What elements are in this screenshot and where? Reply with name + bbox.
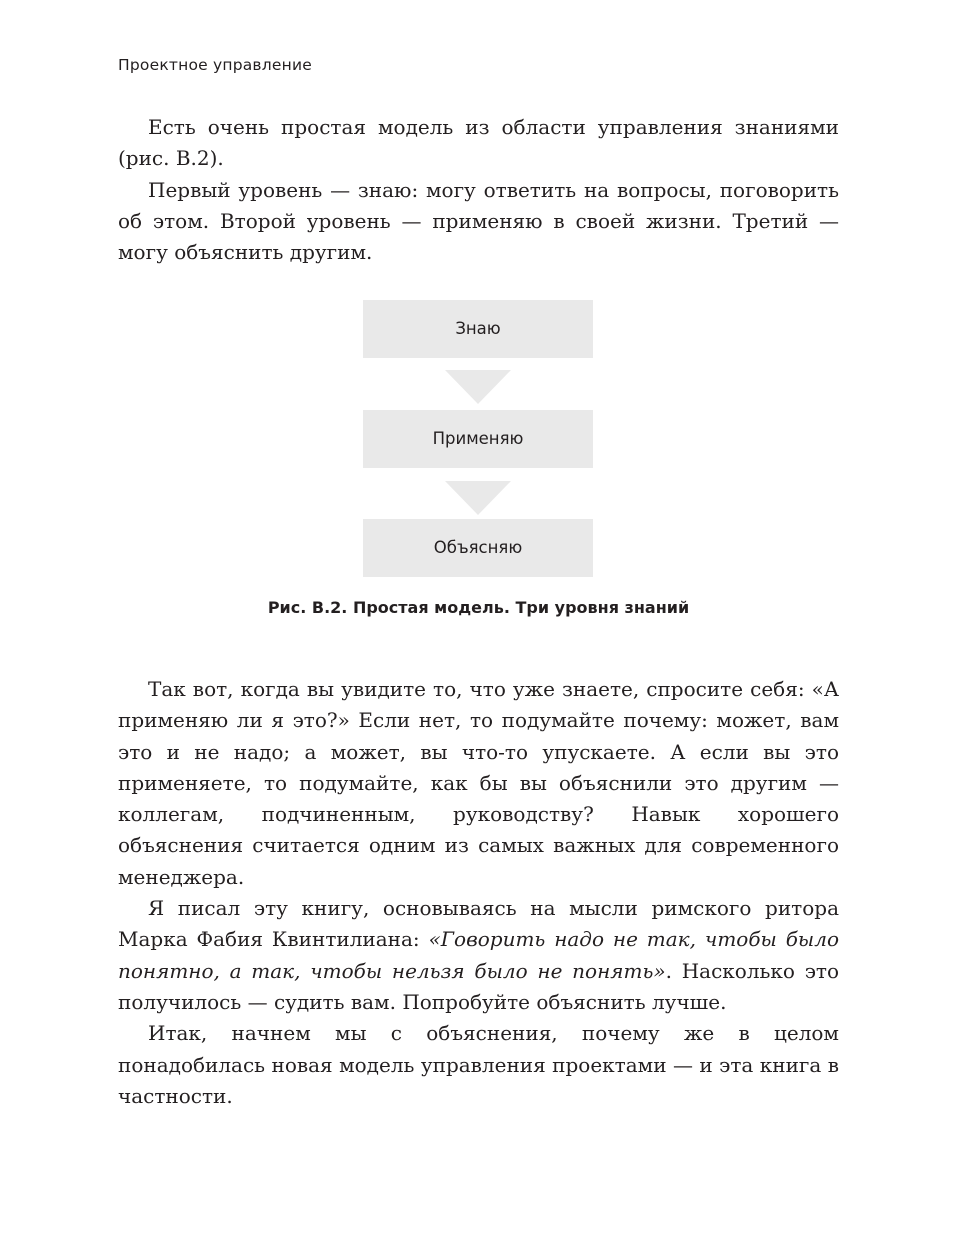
paragraph: Есть очень простая модель из области управления знаниями (рис. В.2). <box>118 115 839 171</box>
text-span: Я писал эту книгу, основываясь на мысли римского ритора Марка Фабия Квинтилиана: <box>118 896 839 952</box>
down-arrow-icon <box>445 370 511 404</box>
paragraph-quote <box>118 893 839 1018</box>
paragraph: Первый уровень — знаю: могу ответить на вопросы, поговорить об этом. Второй уровень — применяю в своей жизни. Третий — могу объяснить другим. <box>118 177 839 265</box>
level-label-know: Знаю <box>455 319 501 338</box>
paragraph: Так вот, когда вы увидите то, что уже знаете, спросите себя: «А применяю ли я это?» Если нет, то подумайте почему: может, вам это и не надо; а может, вы что-то упускаете. А если вы это применяете, то подумайте, как бы вы объяснили это другим — коллегам, подчиненным, руководству? Навык хорошего объяснения считается одним из самых важных для современного менеджера. <box>118 677 839 889</box>
intro-text <box>118 112 839 268</box>
quintilian-quote: «Говорить надо не так, чтобы было понятно, а так, чтобы нельзя было не понять» <box>118 927 839 983</box>
paragraph: Итак, начнем мы с объяснения, почему же в целом понадобилась новая модель управления проектами — и эта книга в частности. <box>118 1021 839 1108</box>
down-arrow-icon <box>445 481 511 515</box>
main-text <box>118 674 839 1112</box>
level-label-apply: Применяю <box>432 429 524 448</box>
running-header: Проектное управление <box>118 56 312 74</box>
level-label-explain: Объясняю <box>433 538 523 557</box>
figure-caption: Рис. В.2. Простая модель. Три уровня знаний <box>267 598 690 617</box>
text-span: . Насколько это получилось — судить вам. Попробуйте объяснить лучше. <box>118 958 839 1014</box>
knowledge-levels-diagram <box>363 300 593 577</box>
